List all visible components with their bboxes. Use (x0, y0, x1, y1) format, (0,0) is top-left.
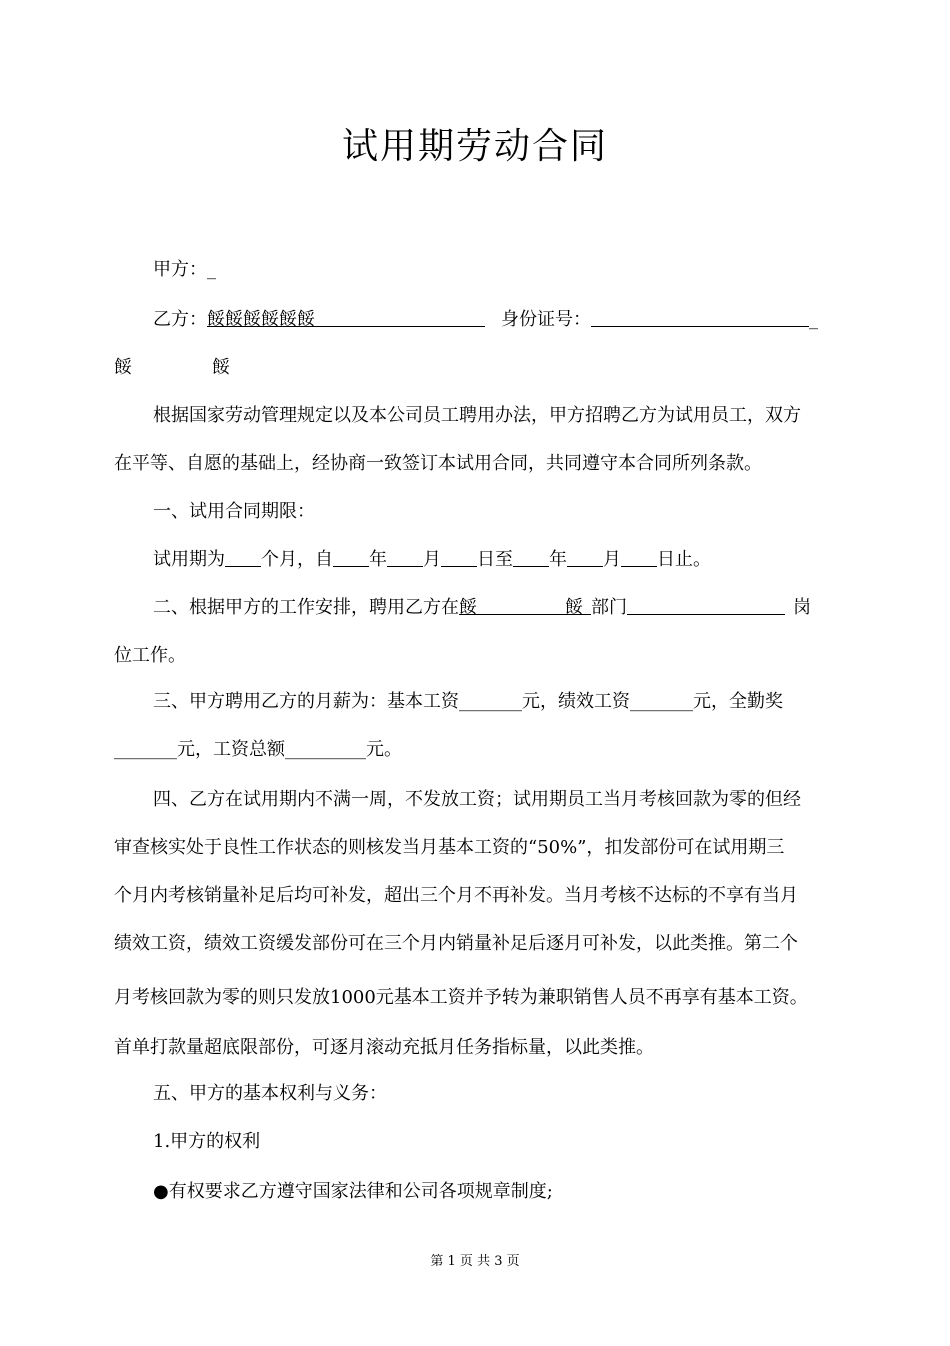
blank (387, 546, 423, 567)
section-4-line-1: 四、乙方在试用期内不满一周，不发放工资；试用期员工当月考核回款为零的但经 (153, 789, 801, 810)
text: 日至 (477, 549, 513, 570)
paragraph-1-line-1: 根据国家劳动管理规定以及本公司员工聘用办法，甲方招聘乙方为试用员工，双方 (153, 405, 801, 426)
party-b-blank (315, 306, 485, 327)
page-footer: 第 1 页 共 3 页 (430, 1254, 520, 1269)
section-2-line-2: 位工作。 (114, 645, 186, 666)
text: 元，全勤奖 (693, 691, 783, 712)
text: 元。 (366, 739, 402, 760)
text: 日止。 (657, 549, 711, 570)
text: 个月，自 (261, 549, 333, 570)
blank (333, 546, 369, 567)
section-4-line-4: 绩效工资，绩效工资缓发部份可在三个月内销量补足后逐月可补发，以此类推。第二个 (114, 933, 798, 954)
section-5-heading: 五、甲方的基本权利与义务： (153, 1083, 387, 1104)
blank: _______ (459, 691, 522, 712)
blank: _________ (285, 739, 366, 760)
paragraph-1-line-2: 在平等、自愿的基础上，经协商一致签订本试用合同，共同遵守本合同所列条款。 (114, 453, 762, 474)
text: 岗 (793, 597, 811, 618)
trial-period-line (153, 546, 711, 572)
blank (441, 546, 477, 567)
text: 二、根据甲方的工作安排，聘用乙方在 (153, 597, 459, 618)
party-b-label: 乙方： (153, 309, 207, 330)
blank (225, 546, 261, 567)
text: 年 (549, 549, 567, 570)
blank (621, 546, 657, 567)
party-b-name: 餒餒餒餒餒餒 (207, 309, 315, 330)
section-3-line-2 (114, 738, 402, 762)
blank: _______ (114, 739, 177, 760)
section-4-line-2: 审查核实处于良性工作状态的则核发当月基本工资的“50%”，扣发部份可在试用期三 (114, 837, 785, 858)
id-blank (591, 306, 809, 327)
garbled-line (114, 356, 230, 380)
document-title: 试用期劳动合同 (341, 126, 608, 167)
section-3-line-1 (153, 690, 783, 714)
blank (513, 546, 549, 567)
section-4-line-5: 月考核回款为零的则只发放1000元基本工资并予转为兼职销售人员不再享有基本工资。 (114, 987, 808, 1008)
text: 部门 (591, 597, 627, 618)
id-label: 身份证号： (501, 309, 591, 330)
text: 年 (369, 549, 387, 570)
department-garble: 餒 (565, 597, 583, 618)
department-garble: 餒 (459, 597, 477, 618)
text: 月 (603, 549, 621, 570)
garble-1: 餒 (114, 357, 132, 378)
id-tail: _ (809, 309, 818, 330)
section-4-line-3: 个月内考核销量补足后均可补发，超出三个月不再补发。当月考核不达标的不享有当月 (114, 885, 798, 906)
section-2-line-1 (153, 594, 811, 620)
text: 月 (423, 549, 441, 570)
blank (583, 594, 591, 615)
section-1-heading: 一、试用合同期限： (153, 501, 315, 522)
blank (627, 594, 785, 615)
text: 试用期为 (153, 549, 225, 570)
blank (567, 546, 603, 567)
blank: _______ (630, 691, 693, 712)
section-4-line-6: 首单打款量超底限部份，可逐月滚动充抵月任务指标量，以此类推。 (114, 1037, 654, 1058)
text: 三、甲方聘用乙方的月薪为：基本工资 (153, 691, 459, 712)
blank (477, 594, 565, 615)
party-b-line (153, 306, 818, 332)
party-a-line: 甲方：_ (153, 259, 216, 280)
text: 元，绩效工资 (522, 691, 630, 712)
text: 元，工资总额 (177, 739, 285, 760)
section-5-bullet-1: ●有权要求乙方遵守国家法律和公司各项规章制度; (153, 1181, 553, 1202)
garble-2: 餒 (212, 357, 230, 378)
section-5-subheading: 1.甲方的权利 (153, 1131, 261, 1152)
